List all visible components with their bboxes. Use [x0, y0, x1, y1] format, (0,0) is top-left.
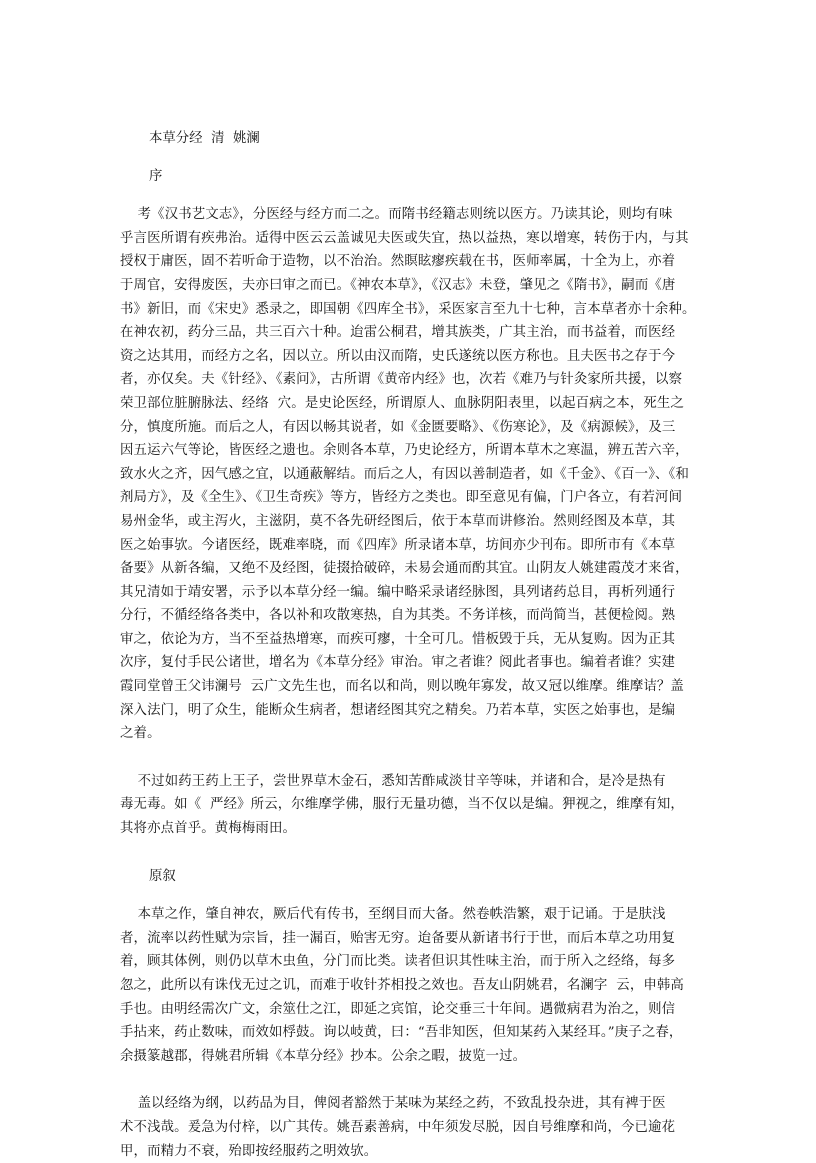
- text-line: 者，流率以药性赋为宗旨，挂一漏百，贻害无穷。迨备要从新诸书行于世，而后本草之功用复: [120, 930, 676, 946]
- text-line: 毒无毒。如《 严经》所云，尔维摩学佛，服行无量功德，当不仅以是编。狎视之，维摩有知，: [120, 797, 684, 813]
- text-line: 者，亦仅矣。夫《针经》、《素问》，古所谓《黄帝内经》也，次若《难乃与针灸家所共援，以察: [120, 372, 683, 388]
- text-line: 分，慎度所施。而后之人，有因以畅其说者，如《金匮要略》、《伤寒论》，及《病源候》，及三: [120, 419, 676, 435]
- text-line: 医之始事欤。今诸医经，既难率晓，而《四库》所录诸本草，坊间亦少刊布。即所市有《本草: [120, 537, 676, 553]
- original-preface-paragraph-1: [120, 903, 700, 1068]
- preface-heading: 序: [149, 168, 163, 184]
- text-line: 术不浅哉。爰急为付梓，以广其传。姚吾素善病，中年须发尽脱，因自号维摩和尚，今已逾花: [120, 1119, 676, 1135]
- text-line: 深入法门，明了众生，能断众生病者，想诸经图其究之精矣。乃若本草，实医之始事也，是编: [120, 702, 676, 718]
- text-line: 本草之作，肇自神农，厥后代有传书，至纲目而大备。然卷帙浩繁，艰于记诵。于是肤浅: [120, 907, 666, 923]
- text-line: 甲，而精力不衰，殆即按经服药之明效欤。: [120, 1143, 378, 1159]
- original-preface-paragraph-2: [120, 1092, 700, 1163]
- document-title: 本草分经 清 姚澜: [149, 131, 260, 146]
- text-line: 资之达其用，而经方之名，因以立。所以由汉而隋，史氏遂统以医方称也。且夫医书之存于今: [120, 348, 676, 364]
- text-line: 手也。由明经需次广文，余筮仕之江，即延之宾馆，论交垂三十年间。遇微病君为治之，则信: [120, 1001, 676, 1017]
- text-line: 不过如药王药上王子，尝世界草木金石，悉知苦酢咸淡甘辛等味，并诸和合，是冷是热有: [120, 773, 666, 789]
- text-line: 于周官，安得废医，夫亦曰审之而已。《神农本草》，《汉志》未登，肇见之《隋书》，嗣而《唐: [120, 277, 676, 293]
- text-line: 授权于庸医，固不若听命于造物，以不治治。然瞑眩瘳疾载在书，医师率属，十全为上，亦着: [120, 254, 676, 270]
- text-line: 着，顾其体例，则仍以草木虫鱼，分门而比类。读者但识其性味主治，而于所入之经络，每多: [120, 954, 676, 970]
- text-line: 霞同堂曾王父讳澜号 云广文先生也，而名以和尚，则以晚年寡发，故又冠以维摩。维摩诘？盖: [120, 679, 684, 695]
- text-line: 手拈来，药止数味，而效如桴鼓。询以岐黄，曰：“吾非知医，但知某药入某经耳。”庚子之春，: [120, 1025, 683, 1041]
- text-line: 致水火之齐，因气感之宜，以通蔽解结。而后之人，有因以善制造者，如《千金》、《百一》、《和: [120, 466, 689, 482]
- text-line: 分行，不循经络各类中，各以补和攻散寒热，自为其类。不务详核，而尚简当，甚便检阅。熟: [120, 608, 676, 624]
- text-line: 乎言医所谓有疾弗治。适得中医云云盖诚见夫医或失宜，热以益热，寒以增寒，转伤于内，与其: [120, 230, 689, 246]
- original-preface-heading: 原叙: [149, 868, 176, 884]
- text-line: 荣卫部位脏腑脉法、经络 穴。是史论医经，所谓原人、血脉阴阳表里，以起百病之本，死生之: [120, 395, 684, 411]
- document-body: [120, 127, 700, 1163]
- text-line: 其将亦点首乎。黄梅梅雨田。: [120, 821, 297, 837]
- text-line: 审之，依论为方，当不至益热增寒，而疾可瘳，十全可几。惜板毁于兵，无从复购。因为正其: [120, 631, 676, 647]
- preface-paragraph-2: [120, 770, 700, 841]
- text-line: 余摄篆越郡，得姚君所辑《本草分经》抄本。公余之暇，披览一过。: [120, 1048, 527, 1064]
- text-line: 考《汉书艺文志》，分医经与经方而二之。而隋书经籍志则统以医方。乃读其论，则均有味: [120, 207, 673, 223]
- text-line: 之着。: [120, 726, 161, 742]
- text-line: 在神农初，药分三品，共三百六十种。迨雷公桐君，增其族类，广其主治，而书益着，而医经: [120, 325, 676, 341]
- text-line: 忽之，此所以有诛伐无过之讥，而难于收针芥相投之效也。吾友山阴姚君，名澜字 云，申韩高: [120, 978, 684, 993]
- text-line: 易州金华，或主泻火，主滋阴，莫不各先研经图后，依于本草而讲修治。然则经图及本草，其: [120, 513, 676, 529]
- preface-paragraph-1: [120, 203, 700, 746]
- text-line: 盖以经络为纲，以药品为目，俾阅者豁然于某味为某经之药，不致乱投杂进，其有裨于医: [120, 1096, 666, 1112]
- text-line: 备要》从新各编，又绝不及经图，徒掇拾破碎，未易会通而酌其宜。山阴友人姚建霞茂才来省，: [120, 561, 689, 577]
- text-line: 因五运六气等论，皆医经之遗也。余则各本草，乃史论经方，所谓本草木之寒温，辨五苦六辛，: [120, 443, 689, 459]
- text-line: 其兄清如于靖安署，示予以本草分经一编。编中略采录诸经脉图，具列诸药总目，再析列通行: [120, 584, 676, 600]
- text-line: 剂局方》，及《全生》、《卫生奇疾》等方，皆经方之类也。即至意见有偏，门户各立，有若河间: [120, 490, 683, 506]
- text-line: 次序，复付手民公诸世，增名为《本草分经》审治。审之者谁？阅此者事也。编着者谁？实建: [120, 655, 676, 671]
- text-line: 书》新旧，而《宋史》悉录之，即国朝《四库全书》，采医家言至九十七种，言本草者亦十余种。: [120, 301, 696, 317]
